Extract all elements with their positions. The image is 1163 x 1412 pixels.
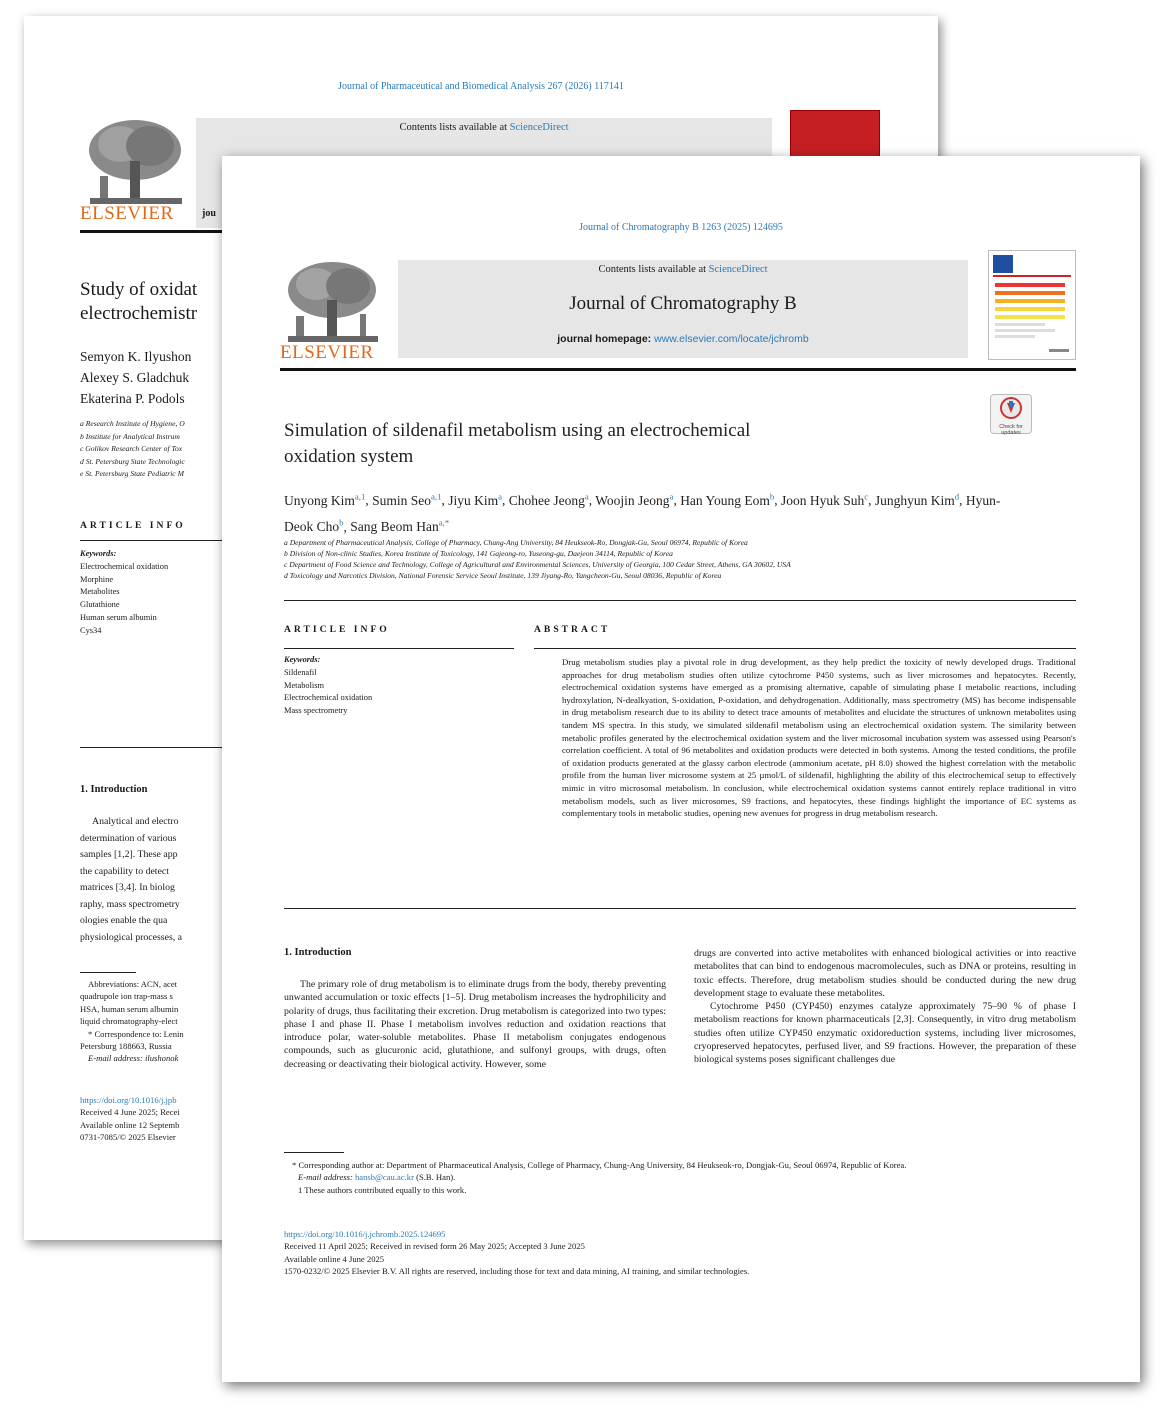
author[interactable]: Chohee Jeong$^a$ bbox=[508, 491, 589, 508]
back-elsevier-wordmark: ELSEVIER bbox=[80, 203, 174, 224]
back-affiliation: a Research Institute of Hygiene, O bbox=[80, 419, 185, 428]
back-email-line[interactable]: E-mail address: ilushonok bbox=[88, 1053, 179, 1064]
front-header-rule bbox=[280, 368, 1076, 371]
front-affiliation: b Division of Non-clinic Studies, Korea Institute of Toxicology, 141 Gajeong-ro, Yuseong-gu, Daejeon 34114, Republic of Korea bbox=[284, 549, 673, 558]
back-info-bottom-rule bbox=[80, 747, 224, 748]
back-intro-line: physiological processes, a bbox=[80, 931, 183, 943]
back-keyword: Morphine bbox=[80, 574, 114, 584]
front-author-list: Unyong Kim$^{a,1}$, Sumin Seo$^{a,1}$, Jiyu Kim$^a$, Chohee Jeong$^a$, Woojin Jeong$^a$, Han Young Eom$^b$, Joon Hyuk Suh$^c$, Junghyun Kim$^d$, Hyun-Deok Cho$^b$, Sang Beom Han$^{a,*}$ bbox=[284, 491, 1001, 534]
front-intro-paragraph: Cytochrome P450 (CYP450) enzymes catalyze approximately 75–90 % of phase I metabolism reactions for known pharmaceuticals [2,3]. Consequently, in vitro drug metabolism studies often utilize CYP450 enzymatic oxidoreduction systems, including liver microsomes, cryopreserved hepatocytes, perfused liver, and S9 fractions. However, the preparation of these biological systems poses significant challenges due bbox=[694, 1001, 1076, 1066]
back-intro-line: the capability to detect bbox=[80, 865, 169, 877]
back-info-rule bbox=[80, 540, 224, 541]
front-keyword: Metabolism bbox=[284, 680, 325, 690]
elsevier-tree-logo bbox=[280, 258, 384, 346]
front-elsevier-wordmark: ELSEVIER bbox=[280, 342, 374, 363]
back-homepage-fragment: jou bbox=[202, 208, 216, 219]
back-footnote-line: * Correspondence to: Lenin bbox=[88, 1028, 184, 1039]
front-intro-paragraph: drugs are converted into active metabolites with enhanced biological activities or into reactive metabolites that can bind to endogenous macromolecules, such as DNA or proteins, resulting in toxic effects. Therefore, drug metabolism studies should be conducted during the new drug development stage to evaluate these metabolites. bbox=[694, 948, 1076, 999]
copyright-line: 1570-0232/© 2025 Elsevier B.V. All rights are reserved, including those for text and data mining, AI training, and similar technologies. bbox=[284, 1266, 750, 1277]
back-intro-line: samples [1,2]. These app bbox=[80, 849, 178, 860]
front-affil-rule bbox=[284, 600, 1076, 601]
author[interactable]: Sumin Seo$^{a,1}$ bbox=[372, 491, 442, 508]
back-intro-line: matrices [3,4]. In biolog bbox=[80, 882, 175, 893]
front-title-line: oxidation system bbox=[284, 446, 414, 467]
front-homepage-line: journal homepage: www.elsevier.com/locate/jchromb bbox=[557, 333, 809, 345]
front-keyword: Mass spectrometry bbox=[284, 706, 348, 716]
back-intro-line: Analytical and electro bbox=[92, 816, 179, 827]
front-affiliation: a Department of Pharmaceutical Analysis, College of Pharmacy, Chung-Ang University, 84 Heukseok-Ro, Dongjak-Gu, Seoul 06974, Republic of Korea bbox=[284, 538, 748, 547]
back-article-info-heading: ARTICLE INFO bbox=[80, 520, 186, 531]
front-contents-box bbox=[398, 260, 968, 358]
author[interactable]: Jiyu Kim$^a$ bbox=[448, 491, 502, 508]
author[interactable]: Woojin Jeong$^a$ bbox=[595, 491, 674, 508]
front-publication-info bbox=[284, 1228, 1076, 1278]
back-keyword: Electrochemical oxidation bbox=[80, 561, 169, 571]
front-affiliation: c Department of Food Science and Technology, College of Agricultural and Environmental Sciences, University of Georgia, 100 Cedar Street, Athens, GA 30602, USA bbox=[284, 560, 791, 569]
back-footnote-line: Petersburg 188663, Russia bbox=[80, 1041, 172, 1052]
back-intro-text bbox=[80, 814, 230, 946]
back-footnote-line: HSA, human serum albumin bbox=[80, 1003, 179, 1014]
front-sciencedirect-link[interactable]: ScienceDirect bbox=[708, 264, 768, 275]
check-for-updates-label: Check for updates bbox=[999, 424, 1023, 436]
front-homepage-link[interactable]: www.elsevier.com/locate/jchromb bbox=[654, 333, 809, 345]
back-affiliation: c Golikov Research Center of Tox bbox=[80, 444, 183, 453]
back-keywords bbox=[80, 548, 168, 638]
front-footnotes bbox=[284, 1159, 1076, 1196]
back-keyword: Human serum albumin bbox=[80, 612, 157, 622]
back-affiliations bbox=[80, 418, 185, 481]
back-contents-line: Contents lists available at ScienceDirect bbox=[399, 122, 569, 133]
front-keyword: Sildenafil bbox=[284, 667, 317, 677]
back-author-list bbox=[80, 346, 191, 409]
received-dates: Received 11 April 2025; Received in revised form 26 May 2025; Accepted 3 June 2025 bbox=[284, 1241, 585, 1252]
front-keyword: Electrochemical oxidation bbox=[284, 693, 373, 703]
back-footnotes bbox=[80, 978, 230, 1065]
front-keywords bbox=[284, 654, 372, 718]
back-author-line: Semyon K. Ilyushon bbox=[80, 349, 192, 364]
back-affiliation: e St. Petersburg State Pediatric M bbox=[80, 469, 184, 478]
author[interactable]: Junghyun Kim$^d$ bbox=[874, 491, 960, 508]
check-for-updates-badge[interactable] bbox=[990, 394, 1032, 434]
back-doi-link[interactable]: https://doi.org/10.1016/j.jpb bbox=[80, 1095, 177, 1105]
back-publication-info bbox=[80, 1094, 180, 1144]
front-abstract-rule bbox=[534, 648, 1076, 649]
back-keywords-label: Keywords: bbox=[80, 549, 117, 558]
front-footnote-rule bbox=[284, 1152, 344, 1153]
back-date-line: Available online 12 Septemb bbox=[80, 1119, 180, 1130]
back-keyword: Glutathione bbox=[80, 600, 120, 610]
back-title-line: Study of oxidat bbox=[80, 279, 198, 300]
author[interactable]: Hyun-Deok Cho$^b$ bbox=[284, 492, 1001, 534]
front-journal-name: Journal of Chromatography B bbox=[569, 293, 797, 314]
elsevier-tree-logo bbox=[80, 116, 190, 208]
front-article-title bbox=[284, 418, 750, 470]
available-online-date: Available online 4 June 2025 bbox=[284, 1253, 385, 1264]
check-for-updates-icon bbox=[999, 397, 1023, 419]
back-title-line: electrochemistr bbox=[80, 303, 198, 324]
front-intro-right-column bbox=[694, 947, 1076, 1067]
author[interactable]: Sang Beom Han$^{a,*}$ bbox=[350, 517, 450, 534]
equal-contribution-note: 1 These authors contributed equally to this work. bbox=[298, 1184, 467, 1195]
back-intro-line: ologies enable the qua bbox=[80, 915, 168, 926]
back-footnote-rule bbox=[80, 972, 136, 973]
front-doi-link[interactable]: https://doi.org/10.1016/j.jchromb.2025.124695 bbox=[284, 1229, 446, 1239]
front-journal-reference[interactable]: Journal of Chromatography B 1263 (2025) 124695 bbox=[579, 222, 783, 233]
front-keywords-label: Keywords: bbox=[284, 655, 321, 664]
front-abstract-bottom-rule bbox=[284, 908, 1076, 909]
front-contents-line: Contents lists available at ScienceDirect bbox=[598, 264, 768, 275]
author[interactable]: Joon Hyuk Suh$^c$ bbox=[780, 491, 869, 508]
back-date-line: Received 4 June 2025; Recei bbox=[80, 1107, 180, 1118]
front-article-info-heading: ARTICLE INFO bbox=[284, 624, 390, 635]
front-intro-heading: 1. Introduction bbox=[284, 947, 352, 958]
back-intro-line: determination of various bbox=[80, 832, 177, 844]
back-affiliation: d St. Petersburg State Technologic bbox=[80, 456, 185, 466]
author[interactable]: Unyong Kim$^{a,1}$ bbox=[284, 491, 366, 508]
back-keyword: Metabolites bbox=[80, 587, 120, 597]
email-line: E-mail address: hansb@cau.ac.kr (S.B. Han). bbox=[298, 1172, 456, 1183]
back-sciencedirect-link[interactable]: ScienceDirect bbox=[509, 122, 569, 133]
back-footnote-line: liquid chromatography-elect bbox=[80, 1016, 178, 1027]
front-abstract-body: Drug metabolism studies play a pivotal role in drug development, as they help predict the toxicity of newly developed drugs. Traditional approaches for drug metabolism studies often utilize cytochrome P450 systems, such as liver microsomes and hepatocytes. Recently, electrochemical oxidation systems have emerged as a promising alternative, capable of simulating phase I metabolic reactions, including hydroxylation, N-dealkyation, S-oxidation, P-oxidation, and dehydrogenation. Additionally, mass spectrometry (MS) has become indispensable in drug metabolism research due to its ability to detect trace amounts of metabolites and elucidate the structures of unknown metabolites using tandem MS spectra. In this study, we simulated sildenafil metabolism using an electrochemical oxidation system. The similarity between metabolic profiles generated by the electrochemical oxidation system and the liver microsomal incubation system was assessed using Pearson's correlation coefficient. A total of 96 metabolites and oxidation products were detected in both systems. Among the tested conditions, the profile of oxidation products generated at the glassy carbon electrode (ammonium acetate, pH 8.0) showed the highest correlation with the metabolic profile from the human liver microsome system at 25 µmol/L of sildenafil, highlighting the ability of this electrochemical setup to effectively mimic in vitro microsomal metabolism. In conclusion, while electrochemical oxidation systems cannot entirely replace traditional in vitro metabolism models, such as liver microsomes, S9 fractions, and hepatocytes, these findings highlight the importance of EC systems as complementary tools in metabolic studies, opening new avenues for progress in drug metabolism research. bbox=[562, 657, 1076, 819]
front-info-rule bbox=[284, 648, 514, 649]
back-intro-line: raphy, mass spectrometry bbox=[80, 898, 180, 910]
front-article-page bbox=[222, 156, 1140, 1382]
front-intro-left-column: The primary role of drug metabolism is to eliminate drugs from the body, thereby preventing unwanted accumulation or toxic effects [1–5]. Drug metabolism increases the hydrophilicity and polarity of drugs, thus facilitating their excretion. Drug metabolism is categorized into two types: phase I and phase II. Phase I metabolism involves reduction and oxidation reactions that introduce polar, water-soluble metabolites. Phase II metabolism conjugates endogenous compounds, such as glucuronic acid, glutathione, and sulfonyl groups, with drugs, often decreasing or deactivating their biological activity. However, some bbox=[284, 979, 666, 1070]
back-author-line: Ekaterina P. Podols bbox=[80, 391, 185, 406]
back-affiliation: b Institute for Analytical Instrum bbox=[80, 431, 180, 441]
front-journal-cover bbox=[988, 250, 1076, 360]
front-affiliation: d Toxicology and Narcotics Division, National Forensic Service Seoul Institute, 139 Jiyang-Ro, Yangcheon-Gu, Seoul 08036, Republic of Korea bbox=[284, 571, 722, 580]
front-affiliations bbox=[284, 537, 1084, 581]
front-abstract-heading: ABSTRACT bbox=[534, 624, 611, 635]
back-date-line: 0731-7085/© 2025 Elsevier bbox=[80, 1132, 176, 1143]
corresponding-author-note: * Corresponding author at: Department of Pharmaceutical Analysis, College of Pharmacy, Chung-Ang University, 84 Heukseok-ro, Dongjak-Gu, Seoul 06974, Republic of Korea. bbox=[292, 1160, 907, 1170]
cover-artwork bbox=[989, 251, 1075, 359]
back-article-title bbox=[80, 278, 197, 326]
back-footnote-line: Abbreviations: ACN, acet bbox=[88, 979, 178, 989]
back-footnote-line: quadrupole ion trap-mass s bbox=[80, 991, 173, 1002]
back-journal-reference[interactable]: Journal of Pharmaceutical and Biomedical Analysis 267 (2026) 117141 bbox=[338, 81, 624, 92]
author[interactable]: Han Young Eom$^b$ bbox=[680, 491, 775, 508]
back-intro-heading: 1. Introduction bbox=[80, 784, 148, 795]
front-title-line: Simulation of sildenafil metabolism using an electrochemical bbox=[284, 420, 751, 441]
back-author-line: Alexey S. Gladchuk bbox=[80, 370, 190, 385]
back-keyword: Cys34 bbox=[80, 625, 102, 635]
author-email-link[interactable]: hansb@cau.ac.kr bbox=[354, 1172, 414, 1183]
